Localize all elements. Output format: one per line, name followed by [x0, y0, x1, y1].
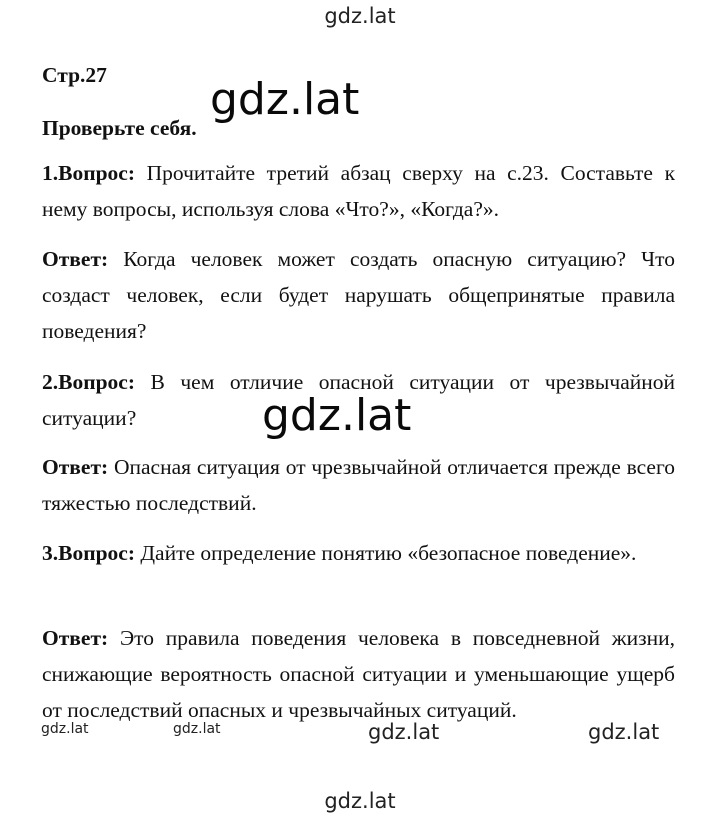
page-number: Стр.27 — [42, 63, 107, 87]
question-1-label: 1.Вопрос: — [42, 161, 136, 185]
answer-2-label: Ответ: — [42, 455, 109, 479]
watermark-large-2: gdz.lat — [262, 390, 412, 441]
question-3-label: 3.Вопрос: — [42, 541, 136, 565]
watermark-small-1: gdz.lat — [41, 721, 89, 737]
section-title: Проверьте себя. — [42, 116, 197, 140]
watermark-large-1: gdz.lat — [210, 74, 360, 125]
question-1 — [42, 155, 675, 227]
watermark-small-2: gdz.lat — [173, 721, 221, 737]
answer-1-label: Ответ: — [42, 247, 109, 271]
question-3 — [42, 535, 675, 571]
answer-1-text: Когда человек может создать опасную ситуацию? Что создаст человек, если будет нарушать общепринятые правила поведения? — [42, 247, 676, 343]
watermark-bottom: gdz.lat — [324, 789, 396, 813]
answer-2 — [42, 449, 675, 521]
answer-3 — [42, 620, 675, 728]
question-2-text: В чем отличие опасной ситуации от чрезвычайной ситуации? — [42, 370, 676, 430]
answer-3-text: Это правила поведения человека в повседневной жизни, снижающие вероятность опасной ситуации и уменьшающие ущерб от последствий опасных и чрезвычайных ситуаций. — [42, 626, 675, 722]
watermark-mid-2: gdz.lat — [588, 720, 660, 744]
question-1-text: Прочитайте третий абзац сверху на с.23. Составьте к нему вопросы, используя слова «Что?», «Когда?». — [42, 161, 676, 221]
watermark-mid-1: gdz.lat — [368, 720, 440, 744]
answer-2-text: Опасная ситуация от чрезвычайной отличается прежде всего тяжестью последствий. — [42, 455, 675, 515]
answer-1 — [42, 241, 675, 349]
question-2-label: 2.Вопрос: — [42, 370, 136, 394]
watermark-top: gdz.lat — [324, 4, 396, 28]
question-3-text: Дайте определение понятию «безопасное поведение». — [140, 541, 637, 565]
answer-3-label: Ответ: — [42, 626, 109, 650]
